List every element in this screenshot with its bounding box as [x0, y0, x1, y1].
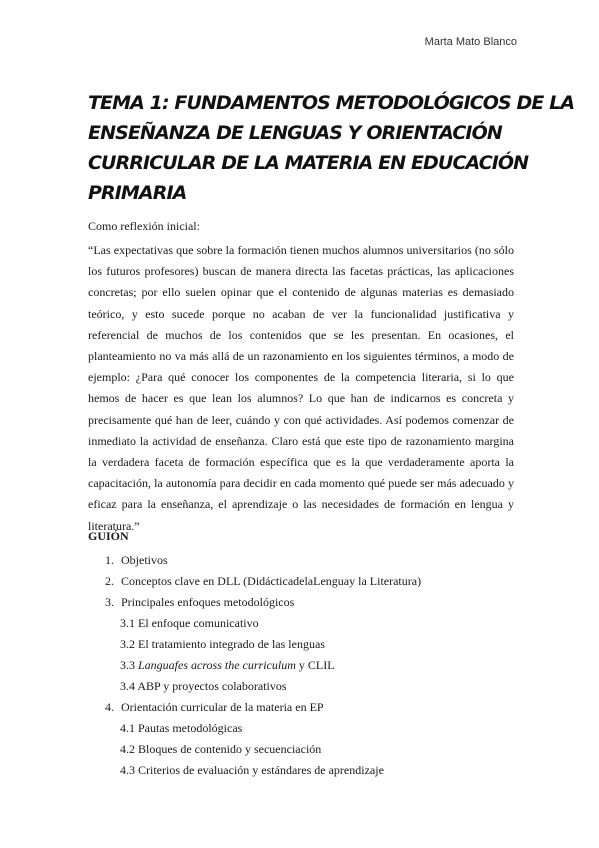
- toc-label: Conceptos clave en DLL (DidácticadelaLenguay la Literatura): [121, 574, 422, 588]
- document-title: [88, 88, 575, 208]
- toc-sublabel: 4.3 Criterios de evaluación y estándares de aprendizaje: [120, 763, 384, 777]
- toc-item-orientacion: [88, 699, 528, 720]
- title-line: ENSEÑANZA DE LENGUAS Y ORIENTACIÓN: [88, 122, 502, 144]
- toc-item-conceptos: [88, 573, 528, 594]
- toc-subitem-3-2: [88, 636, 528, 657]
- toc-subitem-4-1: [88, 720, 528, 741]
- toc-subitem-3-3: [88, 657, 528, 678]
- toc-subitem-4-3: [88, 762, 528, 783]
- toc-sublabel-italic: Languafes across the curriculum: [138, 658, 296, 672]
- toc-label: Objetivos: [121, 553, 168, 567]
- toc-sublabel-prefix: 3.3: [120, 658, 138, 672]
- title-line: TEMA 1: FUNDAMENTOS METODOLÓGICOS DE LA: [88, 92, 575, 114]
- toc-label: Principales enfoques metodológicos: [121, 595, 295, 609]
- title-line: CURRICULAR DE LA MATERIA EN EDUCACIÓN: [88, 152, 529, 174]
- title-line: PRIMARIA: [88, 182, 187, 204]
- toc-sublabel: 4.2 Bloques de contenido y secuenciación: [120, 742, 322, 756]
- toc-number: 1.: [105, 553, 114, 567]
- toc-sublabel: 3.2 El tratamiento integrado de las lenguas: [120, 637, 325, 651]
- toc-number: 2.: [105, 574, 114, 588]
- intro-quote: “Las expectativas que sobre la formación tienen muchos alumnos universitarios (no sólo los futuros profesores) buscan de manera directa las facetas prácticas, las aplicaciones concretas; por ello suelen opinar que el contenido de algunas materias es demasiado teórico, y esto sucede porque no acaban de ver la funcionalidad justificativa y referencial de muchos de los contenidos que se les presentan. En ocasiones, el planteamiento no va más allá de un razonamiento en los siguientes términos, a modo de ejemplo: ¿Para qué conocer los componentes de la competencia literaria, si lo que hemos de hacer es que lean los alumnos? Lo que han de indicarnos es concreta y precisamente qué han de leer, cuándo y con qué actividades. Así podemos comenzar de inmediato la actividad de enseñanza. Claro está que este tipo de razonamiento margina la verdadera faceta de formación específica que es la que verdaderamente aporta la capacitación, la autonomía para decidir en cada momento qué puede ser más adecuado y eficaz para la enseñanza, el aprendizaje o las necesidades de formación en lengua y literatura.”: [88, 243, 514, 533]
- toc-sublabel: 4.1 Pautas metodológicas: [120, 721, 243, 735]
- toc-number: 4.: [105, 700, 114, 714]
- toc-sublabel: 3.1 El enfoque comunicativo: [120, 616, 259, 630]
- toc-item-enfoques: [88, 594, 528, 615]
- toc-sublabel-suffix: y CLIL: [295, 658, 335, 672]
- toc-sublabel: 3.4 ABP y proyectos colaborativos: [120, 679, 287, 693]
- toc-subitem-4-2: [88, 741, 528, 762]
- toc-label: Orientación curricular de la materia en EP: [121, 700, 324, 714]
- intro-label: Como reflexión inicial:: [88, 219, 200, 233]
- toc-subitem-3-1: [88, 615, 528, 636]
- guion-heading: GUIÓN: [88, 529, 129, 543]
- toc-sublabel: [120, 657, 335, 674]
- toc-item-objetivos: [88, 552, 528, 573]
- author-name: Marta Mato Blanco: [424, 36, 517, 48]
- toc-subitem-3-4: [88, 678, 528, 699]
- table-of-contents: [88, 552, 528, 783]
- toc-number: 3.: [105, 595, 114, 609]
